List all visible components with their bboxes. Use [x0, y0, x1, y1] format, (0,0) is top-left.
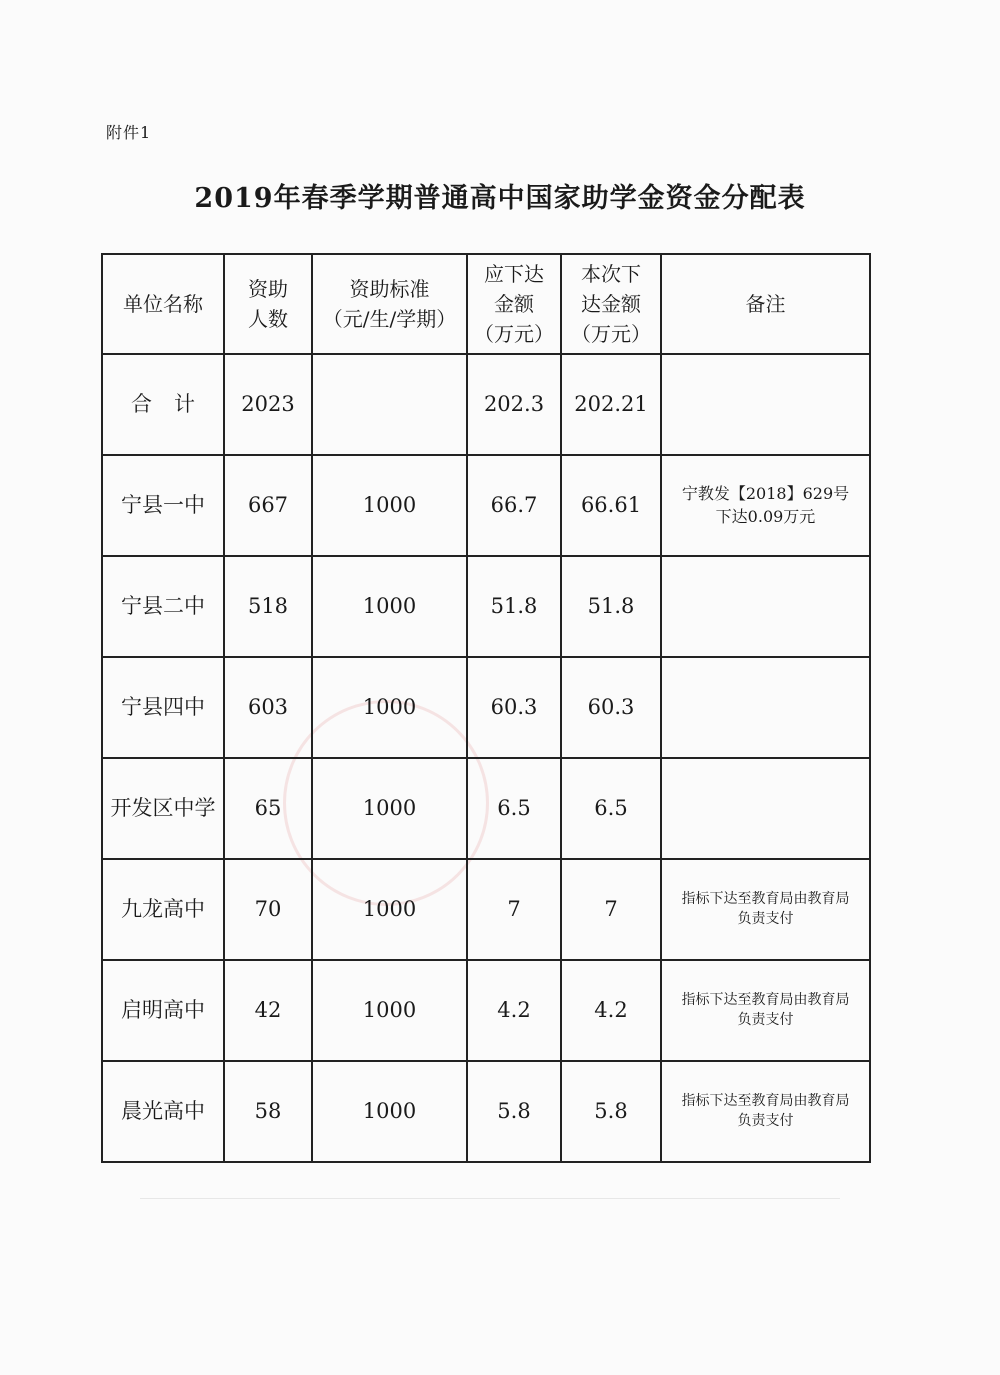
total-remark [661, 354, 870, 455]
total-issued: 202.21 [561, 354, 661, 455]
issued-amount: 4.2 [561, 960, 661, 1061]
unit-name: 启明高中 [102, 960, 224, 1061]
remark [661, 657, 870, 758]
remark-line1: 指标下达至教育局由教育局 [681, 1092, 850, 1109]
table-row [102, 960, 870, 1061]
header-standard [312, 254, 467, 354]
issued-amount: 7 [561, 859, 661, 960]
remark [661, 1061, 870, 1162]
remark [661, 758, 870, 859]
issued-amount: 60.3 [561, 657, 661, 758]
remark-line1: 指标下达至教育局由教育局 [681, 991, 850, 1008]
aid-count: 42 [224, 960, 312, 1061]
header-count-line1: 资助 [248, 277, 288, 301]
issued-amount: 5.8 [561, 1061, 661, 1162]
due-amount: 51.8 [467, 556, 561, 657]
total-label: 合计 [102, 354, 224, 455]
header-unit: 单位名称 [102, 254, 224, 354]
unit-name: 晨光高中 [102, 1061, 224, 1162]
due-amount: 4.2 [467, 960, 561, 1061]
table-row [102, 1061, 870, 1162]
total-count: 2023 [224, 354, 312, 455]
table-header-row [102, 254, 870, 354]
remark [661, 455, 870, 556]
remark [661, 859, 870, 960]
unit-name: 九龙高中 [102, 859, 224, 960]
table-row [102, 455, 870, 556]
aid-count: 667 [224, 455, 312, 556]
unit-name: 宁县四中 [102, 657, 224, 758]
issued-amount: 66.61 [561, 455, 661, 556]
unit-name: 宁县一中 [102, 455, 224, 556]
faint-rule [140, 1198, 840, 1199]
aid-count: 603 [224, 657, 312, 758]
table-row [102, 657, 870, 758]
remark-line2: 负责支付 [737, 1112, 794, 1129]
due-amount: 60.3 [467, 657, 561, 758]
issued-amount: 6.5 [561, 758, 661, 859]
header-issued-line2: 达金额 [581, 292, 641, 316]
aid-count: 58 [224, 1061, 312, 1162]
document-title: 2019年春季学期普通高中国家助学金资金分配表 [194, 183, 806, 214]
aid-standard: 1000 [312, 455, 467, 556]
aid-count: 65 [224, 758, 312, 859]
total-standard [312, 354, 467, 455]
header-standard-line1: 资助标准 [349, 277, 430, 301]
header-standard-line2: （元/生/学期） [322, 307, 457, 331]
aid-standard: 1000 [312, 657, 467, 758]
header-issued [561, 254, 661, 354]
total-due: 202.3 [467, 354, 561, 455]
aid-standard: 1000 [312, 556, 467, 657]
allocation-table [101, 253, 871, 1163]
header-issued-line1: 本次下 [581, 262, 641, 286]
header-count [224, 254, 312, 354]
remark [661, 556, 870, 657]
due-amount: 66.7 [467, 455, 561, 556]
remark-line1: 指标下达至教育局由教育局 [681, 890, 850, 907]
attachment-label: 附件1 [106, 123, 152, 142]
unit-name: 开发区中学 [102, 758, 224, 859]
remark-line2: 负责支付 [737, 1011, 794, 1028]
aid-standard: 1000 [312, 1061, 467, 1162]
due-amount: 7 [467, 859, 561, 960]
table-row [102, 556, 870, 657]
aid-count: 518 [224, 556, 312, 657]
header-count-line2: 人数 [248, 307, 288, 331]
aid-standard: 1000 [312, 859, 467, 960]
header-due-line3: （万元） [474, 322, 554, 346]
remark-line1: 宁教发【2018】629号 [681, 484, 850, 504]
unit-name: 宁县二中 [102, 556, 224, 657]
aid-count: 70 [224, 859, 312, 960]
aid-standard: 1000 [312, 758, 467, 859]
due-amount: 5.8 [467, 1061, 561, 1162]
aid-standard: 1000 [312, 960, 467, 1061]
header-remark: 备注 [661, 254, 870, 354]
header-due-line1: 应下达 [484, 262, 544, 286]
table-row [102, 859, 870, 960]
remark [661, 960, 870, 1061]
remark-line2: 下达0.09万元 [715, 506, 816, 526]
header-due-line2: 金额 [494, 292, 534, 316]
issued-amount: 51.8 [561, 556, 661, 657]
header-issued-line3: （万元） [571, 322, 651, 346]
total-row [102, 354, 870, 455]
header-due [467, 254, 561, 354]
table-row [102, 758, 870, 859]
remark-line2: 负责支付 [737, 910, 794, 927]
due-amount: 6.5 [467, 758, 561, 859]
